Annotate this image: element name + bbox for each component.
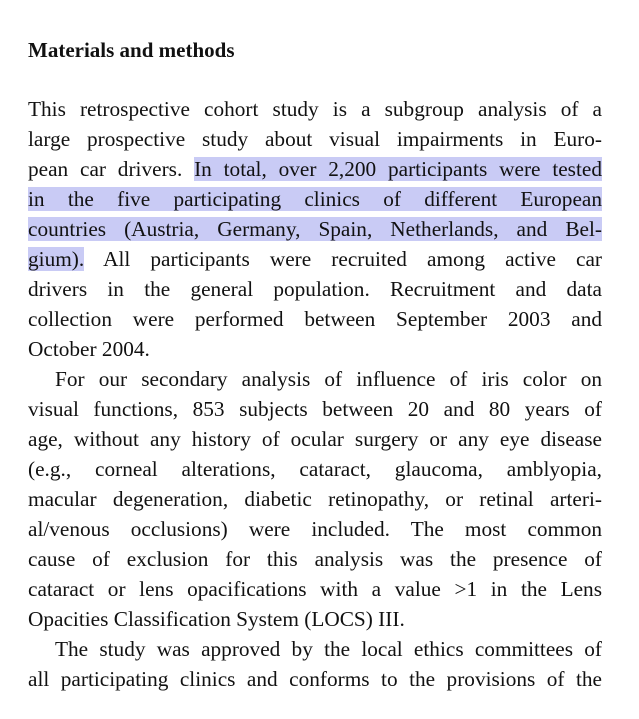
text-segment: age, without any history of ocular surgery or any eye disease xyxy=(28,427,602,451)
text-line xyxy=(28,244,602,274)
text-line xyxy=(28,274,602,304)
paragraph xyxy=(28,94,602,364)
text-segment: The study was approved by the local ethics committees of xyxy=(55,637,602,661)
text-line xyxy=(28,604,602,634)
highlighted-text: in the five participating clinics of different European xyxy=(28,187,602,211)
text-segment: macular degeneration, diabetic retinopathy, or retinal arteri- xyxy=(28,487,602,511)
text-segment: (e.g., corneal alterations, cataract, glaucoma, amblyopia, xyxy=(28,457,602,481)
text-segment: visual functions, 853 subjects between 20 and 80 years of xyxy=(28,397,602,421)
highlighted-text: countries (Austria, Germany, Spain, Netherlands, and Bel- xyxy=(28,217,602,241)
text-line xyxy=(28,304,602,334)
section-heading: Materials and methods xyxy=(28,38,235,62)
text-segment: All participants were recruited among active car xyxy=(84,247,602,271)
highlighted-text: In total, over 2,200 participants were tested xyxy=(194,157,602,181)
text-segment: drivers in the general population. Recruitment and data xyxy=(28,277,602,301)
text-line xyxy=(28,154,602,184)
text-line xyxy=(28,364,602,394)
text-segment: all participating clinics and conforms to the provisions of the xyxy=(28,667,602,691)
text-line xyxy=(28,544,602,574)
text-segment: Opacities Classification System (LOCS) III. xyxy=(28,607,405,631)
text-line xyxy=(28,94,602,124)
text-line xyxy=(28,184,602,214)
text-line xyxy=(28,334,602,364)
text-segment: For our secondary analysis of influence of iris color on xyxy=(55,367,602,391)
text-segment: large prospective study about visual impairments in Euro- xyxy=(28,127,602,151)
text-segment: October 2004. xyxy=(28,337,150,361)
text-segment: cause of exclusion for this analysis was the presence of xyxy=(28,547,602,571)
text-line xyxy=(28,394,602,424)
text-segment: al/venous occlusions) were included. The most common xyxy=(28,517,602,541)
text-line xyxy=(28,664,602,694)
text-segment: This retrospective cohort study is a subgroup analysis of a xyxy=(28,97,602,121)
text-line xyxy=(28,514,602,544)
text-segment: cataract or lens opacifications with a value >1 in the Lens xyxy=(28,577,602,601)
text-line xyxy=(28,214,602,244)
paragraph xyxy=(28,364,602,634)
text-line xyxy=(28,484,602,514)
paragraph xyxy=(28,634,602,694)
text-segment: collection were performed between September 2003 and xyxy=(28,307,602,331)
text-segment: pean car drivers. xyxy=(28,157,195,181)
text-line xyxy=(28,454,602,484)
section-body xyxy=(28,94,602,694)
text-line xyxy=(28,124,602,154)
text-line xyxy=(28,574,602,604)
text-line xyxy=(28,634,602,664)
text-line xyxy=(28,424,602,454)
highlighted-text: gium). xyxy=(28,247,85,271)
